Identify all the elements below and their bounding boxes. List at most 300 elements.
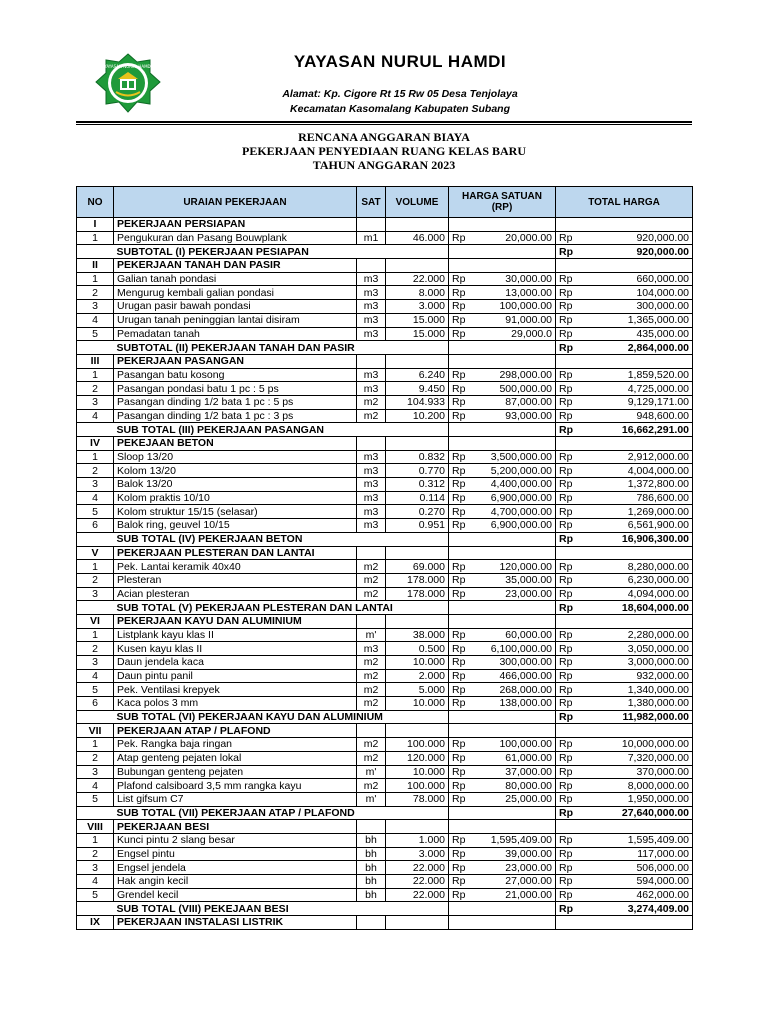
item-description: Kolom 13/20: [114, 464, 357, 478]
item-description: Acian plesteran: [114, 587, 357, 601]
currency-label: Rp: [556, 779, 582, 793]
currency-label: Rp: [556, 642, 582, 656]
table-row: [77, 683, 693, 697]
item-unit: m2: [357, 683, 386, 697]
table-row: [77, 861, 693, 875]
item-number: 4: [77, 779, 114, 793]
item-unit-price: 91,000.00: [472, 313, 556, 327]
item-unit-price: 29,000.0: [472, 327, 556, 341]
item-unit-price: 61,000.00: [472, 751, 556, 765]
currency-label: Rp: [449, 847, 472, 861]
subtotal-row: [77, 341, 693, 355]
section-row: [77, 614, 693, 628]
item-unit-price: 500,000.00: [472, 382, 556, 396]
item-description: Pasangan pondasi batu 1 pc : 5 ps: [114, 382, 357, 396]
currency-label: Rp: [556, 231, 582, 245]
item-total-price: 435,000.00: [582, 327, 693, 341]
currency-label: Rp: [449, 765, 472, 779]
item-description: Pengukuran dan Pasang Bouwplank: [114, 231, 357, 245]
item-number: 1: [77, 450, 114, 464]
item-volume: 22.000: [386, 272, 449, 286]
item-unit-price: 5,200,000.00: [472, 464, 556, 478]
item-number: 2: [77, 464, 114, 478]
item-unit-price: 60,000.00: [472, 628, 556, 642]
table-row: [77, 395, 693, 409]
item-unit-price: 21,000.00: [472, 888, 556, 902]
currency-label: Rp: [556, 601, 582, 615]
subtotal-amount: 920,000.00: [582, 245, 693, 259]
item-unit-price: 39,000.00: [472, 847, 556, 861]
item-unit-price: 6,900,000.00: [472, 519, 556, 533]
table-row: [77, 327, 693, 341]
item-unit: m': [357, 628, 386, 642]
item-total-price: 6,561,900.00: [582, 519, 693, 533]
item-unit-price: 1,595,409.00: [472, 833, 556, 847]
section-number: II: [77, 259, 114, 273]
currency-label: Rp: [556, 464, 582, 478]
item-number: 2: [77, 382, 114, 396]
subtotal-label: SUB TOTAL (VII) PEKERJAAN ATAP / PLAFOND: [114, 806, 449, 820]
currency-label: Rp: [449, 656, 472, 670]
item-unit: m1: [357, 231, 386, 245]
section-row: [77, 259, 693, 273]
table-row: [77, 505, 693, 519]
currency-label: Rp: [556, 505, 582, 519]
subtotal-amount: 18,604,000.00: [582, 601, 693, 615]
item-description: Listplank kayu klas II: [114, 628, 357, 642]
table-row: [77, 628, 693, 642]
item-description: Pek. Rangka baja ringan: [114, 738, 357, 752]
section-title: PEKERJAAN PASANGAN: [114, 354, 357, 368]
table-body: [77, 218, 693, 930]
item-description: Kusen kayu klas II: [114, 642, 357, 656]
currency-label: Rp: [556, 656, 582, 670]
subtotal-amount: 16,906,300.00: [582, 532, 693, 546]
item-volume: 6.240: [386, 368, 449, 382]
item-number: 4: [77, 313, 114, 327]
item-number: 2: [77, 642, 114, 656]
item-unit: bh: [357, 875, 386, 889]
currency-label: Rp: [556, 409, 582, 423]
item-unit: m3: [357, 300, 386, 314]
item-number: 1: [77, 231, 114, 245]
item-volume: 22.000: [386, 875, 449, 889]
item-unit-price: 100,000.00: [472, 300, 556, 314]
item-description: Daun pintu panil: [114, 669, 357, 683]
table-row: [77, 792, 693, 806]
item-number: 5: [77, 888, 114, 902]
currency-label: Rp: [556, 861, 582, 875]
item-total-price: 506,000.00: [582, 861, 693, 875]
subtotal-label: SUB TOTAL (III) PEKERJAAN PASANGAN: [114, 423, 449, 437]
item-unit: m2: [357, 697, 386, 711]
item-volume: 22.000: [386, 888, 449, 902]
item-volume: 0.312: [386, 478, 449, 492]
currency-label: Rp: [556, 423, 582, 437]
item-unit-price: 20,000.00: [472, 231, 556, 245]
table-row: [77, 738, 693, 752]
currency-label: Rp: [449, 491, 472, 505]
subtotal-amount: 16,662,291.00: [582, 423, 693, 437]
currency-label: Rp: [449, 573, 472, 587]
item-description: List gifsum C7: [114, 792, 357, 806]
item-unit-price: 138,000.00: [472, 697, 556, 711]
item-total-price: 786,600.00: [582, 491, 693, 505]
table-row: [77, 450, 693, 464]
item-description: Urugan pasir bawah pondasi: [114, 300, 357, 314]
item-total-price: 1,595,409.00: [582, 833, 693, 847]
item-unit-price: 100,000.00: [472, 738, 556, 752]
col-header-harga-satuan: HARGA SATUAN (RP): [449, 187, 556, 218]
item-description: Plesteran: [114, 573, 357, 587]
item-description: Engsel jendela: [114, 861, 357, 875]
section-number: IX: [77, 916, 114, 930]
item-number: 4: [77, 875, 114, 889]
item-description: Hak angin kecil: [114, 875, 357, 889]
currency-label: Rp: [449, 464, 472, 478]
currency-label: Rp: [556, 587, 582, 601]
item-total-price: 1,380,000.00: [582, 697, 693, 711]
currency-label: Rp: [449, 327, 472, 341]
section-row: [77, 437, 693, 451]
item-number: 5: [77, 792, 114, 806]
item-volume: 1.000: [386, 833, 449, 847]
table-header-row: [77, 187, 693, 218]
organization-name: YAYASAN NURUL HAMDI: [293, 52, 507, 71]
item-total-price: 1,950,000.00: [582, 792, 693, 806]
item-number: 6: [77, 697, 114, 711]
currency-label: Rp: [556, 478, 582, 492]
currency-label: Rp: [556, 751, 582, 765]
item-total-price: 1,365,000.00: [582, 313, 693, 327]
currency-label: Rp: [556, 382, 582, 396]
address-line-1: Alamat: Kp. Cigore Rt 15 Rw 05 Desa Tenjolaya: [282, 88, 518, 100]
item-unit: m3: [357, 478, 386, 492]
section-number: VII: [77, 724, 114, 738]
document-year: TAHUN ANGGARAN 2023: [312, 158, 456, 172]
subtotal-amount: 11,982,000.00: [582, 710, 693, 724]
item-total-price: 8,280,000.00: [582, 560, 693, 574]
currency-label: Rp: [556, 847, 582, 861]
item-description: Plafond calsiboard 3,5 mm rangka kayu: [114, 779, 357, 793]
item-volume: 0.832: [386, 450, 449, 464]
item-total-price: 370,000.00: [582, 765, 693, 779]
item-volume: 100.000: [386, 738, 449, 752]
item-description: Grendel kecil: [114, 888, 357, 902]
item-unit: m3: [357, 450, 386, 464]
currency-label: Rp: [556, 697, 582, 711]
item-unit: m2: [357, 779, 386, 793]
item-unit-price: 37,000.00: [472, 765, 556, 779]
table-row: [77, 697, 693, 711]
currency-label: Rp: [449, 792, 472, 806]
item-unit-price: 93,000.00: [472, 409, 556, 423]
item-number: 4: [77, 491, 114, 505]
item-volume: 120.000: [386, 751, 449, 765]
currency-label: Rp: [449, 751, 472, 765]
item-number: 2: [77, 573, 114, 587]
item-total-price: 2,280,000.00: [582, 628, 693, 642]
item-volume: 100.000: [386, 779, 449, 793]
item-unit: m2: [357, 560, 386, 574]
table-row: [77, 519, 693, 533]
item-volume: 46.000: [386, 231, 449, 245]
item-unit-price: 27,000.00: [472, 875, 556, 889]
item-unit: m2: [357, 669, 386, 683]
item-total-price: 1,372,800.00: [582, 478, 693, 492]
subtotal-row: [77, 902, 693, 916]
item-total-price: 594,000.00: [582, 875, 693, 889]
currency-label: Rp: [556, 738, 582, 752]
item-number: 5: [77, 327, 114, 341]
currency-label: Rp: [556, 683, 582, 697]
item-description: Sloop 13/20: [114, 450, 357, 464]
item-number: 6: [77, 519, 114, 533]
item-volume: 8.000: [386, 286, 449, 300]
currency-label: Rp: [449, 628, 472, 642]
item-unit: m2: [357, 751, 386, 765]
currency-label: Rp: [556, 395, 582, 409]
table-row: [77, 875, 693, 889]
item-unit: m': [357, 792, 386, 806]
item-description: Kaca polos 3 mm: [114, 697, 357, 711]
currency-label: Rp: [449, 286, 472, 300]
item-unit: m2: [357, 587, 386, 601]
item-volume: 78.000: [386, 792, 449, 806]
section-row: [77, 820, 693, 834]
item-description: Pasangan dinding 1/2 bata 1 pc : 3 ps: [114, 409, 357, 423]
item-unit: m2: [357, 573, 386, 587]
currency-label: Rp: [449, 697, 472, 711]
item-number: 5: [77, 505, 114, 519]
section-title: PEKERJAAN INSTALASI LISTRIK: [114, 916, 357, 930]
subtotal-row: [77, 806, 693, 820]
budget-table: [76, 186, 693, 930]
item-description: Kolom struktur 15/15 (selasar): [114, 505, 357, 519]
currency-label: Rp: [556, 519, 582, 533]
col-header-total-harga: TOTAL HARGA: [556, 187, 693, 218]
col-header-uraian: URAIAN PEKERJAAN: [114, 187, 357, 218]
subtotal-label: SUBTOTAL (I) PEKERJAAN PESIAPAN: [114, 245, 449, 259]
item-unit: m2: [357, 738, 386, 752]
item-unit-price: 300,000.00: [472, 656, 556, 670]
subtotal-label: SUB TOTAL (V) PEKERJAAN PLESTERAN DAN LANTAI: [114, 601, 449, 615]
currency-label: Rp: [449, 642, 472, 656]
item-volume: 38.000: [386, 628, 449, 642]
subtotal-label: SUBTOTAL (II) PEKERJAAN TANAH DAN PASIR: [114, 341, 449, 355]
item-description: Pek. Lantai keramik 40x40: [114, 560, 357, 574]
currency-label: Rp: [449, 683, 472, 697]
currency-label: Rp: [556, 669, 582, 683]
table-row: [77, 313, 693, 327]
currency-label: Rp: [449, 382, 472, 396]
item-volume: 0.270: [386, 505, 449, 519]
section-number: III: [77, 354, 114, 368]
item-description: Pasangan batu kosong: [114, 368, 357, 382]
currency-label: Rp: [449, 888, 472, 902]
item-unit-price: 23,000.00: [472, 587, 556, 601]
item-volume: 69.000: [386, 560, 449, 574]
section-number: I: [77, 218, 114, 232]
item-volume: 10.200: [386, 409, 449, 423]
currency-label: Rp: [449, 478, 472, 492]
item-unit: m3: [357, 464, 386, 478]
subtotal-row: [77, 532, 693, 546]
item-unit-price: 80,000.00: [472, 779, 556, 793]
item-unit-price: 4,700,000.00: [472, 505, 556, 519]
currency-label: Rp: [556, 286, 582, 300]
item-number: 4: [77, 669, 114, 683]
subtotal-amount: 3,274,409.00: [582, 902, 693, 916]
subtotal-label: SUB TOTAL (VIII) PEKEJAAN BESI: [114, 902, 449, 916]
item-number: 3: [77, 765, 114, 779]
document-title: RENCANA ANGGARAN BIAYA: [298, 130, 470, 144]
currency-label: Rp: [556, 450, 582, 464]
item-total-price: 300,000.00: [582, 300, 693, 314]
subtotal-label: SUB TOTAL (IV) PEKERJAAN BETON: [114, 532, 449, 546]
table-row: [77, 272, 693, 286]
item-unit: m3: [357, 272, 386, 286]
subtotal-label: SUB TOTAL (VI) PEKERJAAN KAYU DAN ALUMINIUM: [114, 710, 449, 724]
item-unit-price: 25,000.00: [472, 792, 556, 806]
item-total-price: 7,320,000.00: [582, 751, 693, 765]
table-row: [77, 286, 693, 300]
currency-label: Rp: [449, 833, 472, 847]
subtotal-row: [77, 423, 693, 437]
item-unit: m3: [357, 519, 386, 533]
subtotal-row: [77, 710, 693, 724]
subtotal-amount: 27,640,000.00: [582, 806, 693, 820]
item-volume: 5.000: [386, 683, 449, 697]
item-number: 3: [77, 300, 114, 314]
item-unit: m2: [357, 656, 386, 670]
currency-label: Rp: [556, 245, 582, 259]
document-subtitle: PEKERJAAN PENYEDIAAN RUANG KELAS BARU: [241, 144, 527, 158]
item-description: Kunci pintu 2 slang besar: [114, 833, 357, 847]
item-number: 3: [77, 861, 114, 875]
currency-label: Rp: [556, 300, 582, 314]
currency-label: Rp: [556, 628, 582, 642]
item-unit: m2: [357, 395, 386, 409]
table-row: [77, 560, 693, 574]
currency-label: Rp: [556, 710, 582, 724]
currency-label: Rp: [449, 669, 472, 683]
item-unit-price: 268,000.00: [472, 683, 556, 697]
section-number: VI: [77, 614, 114, 628]
table-row: [77, 300, 693, 314]
section-row: [77, 546, 693, 560]
item-description: Bubungan genteng pejaten: [114, 765, 357, 779]
currency-label: Rp: [449, 450, 472, 464]
item-description: Mengurug kembali galian pondasi: [114, 286, 357, 300]
item-unit: bh: [357, 833, 386, 847]
currency-label: Rp: [556, 888, 582, 902]
currency-label: Rp: [449, 587, 472, 601]
item-unit-price: 23,000.00: [472, 861, 556, 875]
currency-label: Rp: [449, 395, 472, 409]
currency-label: Rp: [449, 519, 472, 533]
section-row: [77, 724, 693, 738]
header-divider: [76, 121, 692, 123]
item-total-price: 6,230,000.00: [582, 573, 693, 587]
currency-label: Rp: [449, 779, 472, 793]
table-row: [77, 464, 693, 478]
item-unit-price: 6,900,000.00: [472, 491, 556, 505]
item-description: Daun jendela kaca: [114, 656, 357, 670]
section-number: VIII: [77, 820, 114, 834]
section-number: IV: [77, 437, 114, 451]
table-row: [77, 587, 693, 601]
item-volume: 0.114: [386, 491, 449, 505]
table-row: [77, 656, 693, 670]
address-line-2: Kecamatan Kasomalang Kabupaten Subang: [290, 103, 510, 115]
item-unit-price: 13,000.00: [472, 286, 556, 300]
item-number: 1: [77, 628, 114, 642]
item-unit: bh: [357, 847, 386, 861]
table-row: [77, 382, 693, 396]
currency-label: Rp: [449, 875, 472, 889]
item-total-price: 4,094,000.00: [582, 587, 693, 601]
item-number: 1: [77, 368, 114, 382]
item-description: Balok 13/20: [114, 478, 357, 492]
currency-label: Rp: [556, 902, 582, 916]
item-volume: 178.000: [386, 587, 449, 601]
table-row: [77, 779, 693, 793]
item-number: 3: [77, 478, 114, 492]
item-total-price: 9,129,171.00: [582, 395, 693, 409]
currency-label: Rp: [556, 765, 582, 779]
item-total-price: 920,000.00: [582, 231, 693, 245]
item-unit: m3: [357, 286, 386, 300]
item-total-price: 1,269,000.00: [582, 505, 693, 519]
col-header-volume: VOLUME: [386, 187, 449, 218]
item-number: 2: [77, 847, 114, 861]
item-unit: bh: [357, 888, 386, 902]
item-total-price: 104,000.00: [582, 286, 693, 300]
item-unit: m3: [357, 368, 386, 382]
item-volume: 3.000: [386, 300, 449, 314]
item-description: Pasangan dinding 1/2 bata 1 pc : 5 ps: [114, 395, 357, 409]
item-number: 1: [77, 272, 114, 286]
section-title: PEKERJAAN PERSIAPAN: [114, 218, 357, 232]
item-total-price: 4,725,000.00: [582, 382, 693, 396]
currency-label: Rp: [556, 313, 582, 327]
item-unit-price: 466,000.00: [472, 669, 556, 683]
item-volume: 15.000: [386, 313, 449, 327]
section-title: PEKERJAAN BESI: [114, 820, 357, 834]
item-total-price: 1,859,520.00: [582, 368, 693, 382]
subtotal-amount: 2,864,000.00: [582, 341, 693, 355]
table-row: [77, 765, 693, 779]
table-row: [77, 409, 693, 423]
currency-label: Rp: [556, 560, 582, 574]
table-row: [77, 368, 693, 382]
item-volume: 178.000: [386, 573, 449, 587]
currency-label: Rp: [556, 341, 582, 355]
table-row: [77, 847, 693, 861]
item-unit: m3: [357, 313, 386, 327]
item-unit-price: 87,000.00: [472, 395, 556, 409]
item-number: 3: [77, 395, 114, 409]
item-description: Pemadatan tanah: [114, 327, 357, 341]
section-row: [77, 916, 693, 930]
item-number: 1: [77, 560, 114, 574]
table-row: [77, 751, 693, 765]
item-description: Urugan tanah peninggian lantai disiram: [114, 313, 357, 327]
item-number: 2: [77, 286, 114, 300]
item-total-price: 4,004,000.00: [582, 464, 693, 478]
item-volume: 0.500: [386, 642, 449, 656]
